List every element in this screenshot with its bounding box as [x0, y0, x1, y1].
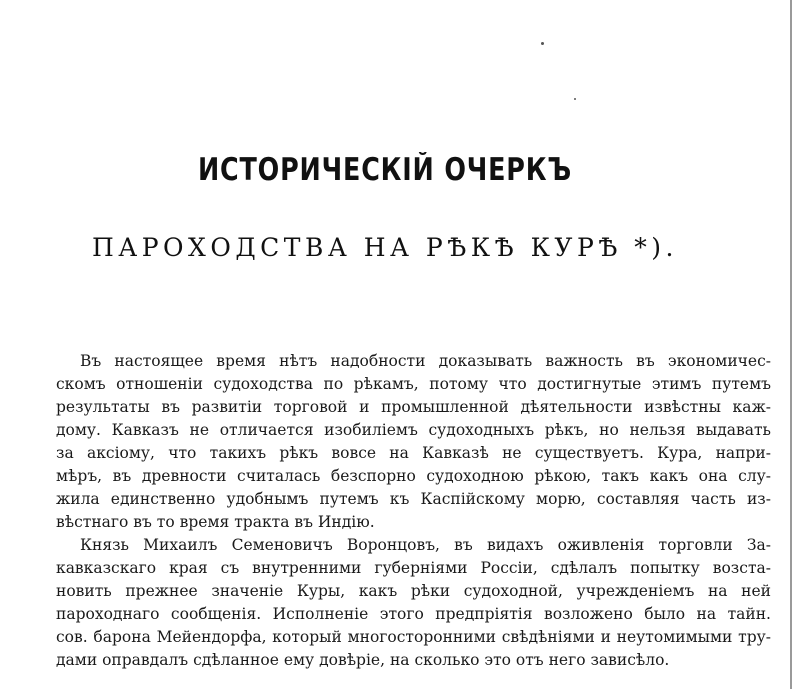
text-line: скомъ отношеніи судоходства по рѣкамъ, потому что достигнутые этимъ путемъ	[56, 375, 771, 393]
document-subtitle: ПАРОХОДСТВА НА РѢКѢ КУРѢ *).	[91, 233, 679, 262]
text-line: жила единственно удобнымъ путемъ къ Каспійскому морю, составляя часть из-	[56, 490, 771, 508]
body-text	[56, 350, 771, 672]
text-line: Князь Михаилъ Семеновичъ Воронцовъ, въ видахъ оживленія торговли За-	[80, 536, 771, 554]
text-line: дами оправдалъ сдѣланное ему довѣріе, на сколько это отъ него зависѣло.	[56, 651, 670, 669]
text-line: пароходнаго сообщенія. Исполненіе этого предпріятія возложено было на тайн.	[56, 605, 771, 623]
text-line: результаты въ развитіи торговой и промышленной дѣятельности извѣстны каж-	[56, 398, 771, 416]
text-line: новить прежнее значеніе Куры, какъ рѣки судоходной, учрежденіемъ на ней	[56, 582, 771, 600]
document-title: ИСТОРИЧЕСКІЙ ОЧЕРКЪ	[197, 152, 573, 188]
text-line: кавказскаго края съ внутренними губерніями Россіи, сдѣлалъ попытку возста-	[56, 559, 771, 577]
paragraph-1	[56, 350, 771, 534]
text-line: вѣстнаго въ то время тракта въ Индію.	[56, 513, 375, 531]
text-line: сов. барона Мейендорфа, который многосторонними свѣдѣніями и неутомимыми тру-	[56, 628, 771, 646]
page-edge-line	[790, 0, 792, 689]
text-line: мѣръ, въ древности считалась безспорно судоходною рѣкою, такъ какъ она слу-	[56, 467, 771, 485]
text-line: за аксіому, что такихъ рѣкъ вовсе на Кавказѣ не существуетъ. Кура, напри-	[56, 444, 771, 462]
ink-speck	[574, 98, 576, 100]
ink-speck	[541, 42, 544, 45]
text-line: дому. Кавказъ не отличается изобиліемъ судоходныхъ рѣкъ, но нельзя выдавать	[56, 421, 771, 439]
text-line: Въ настоящее время нѣтъ надобности доказывать важность въ экономичес-	[80, 352, 771, 370]
paragraph-2	[56, 534, 771, 672]
